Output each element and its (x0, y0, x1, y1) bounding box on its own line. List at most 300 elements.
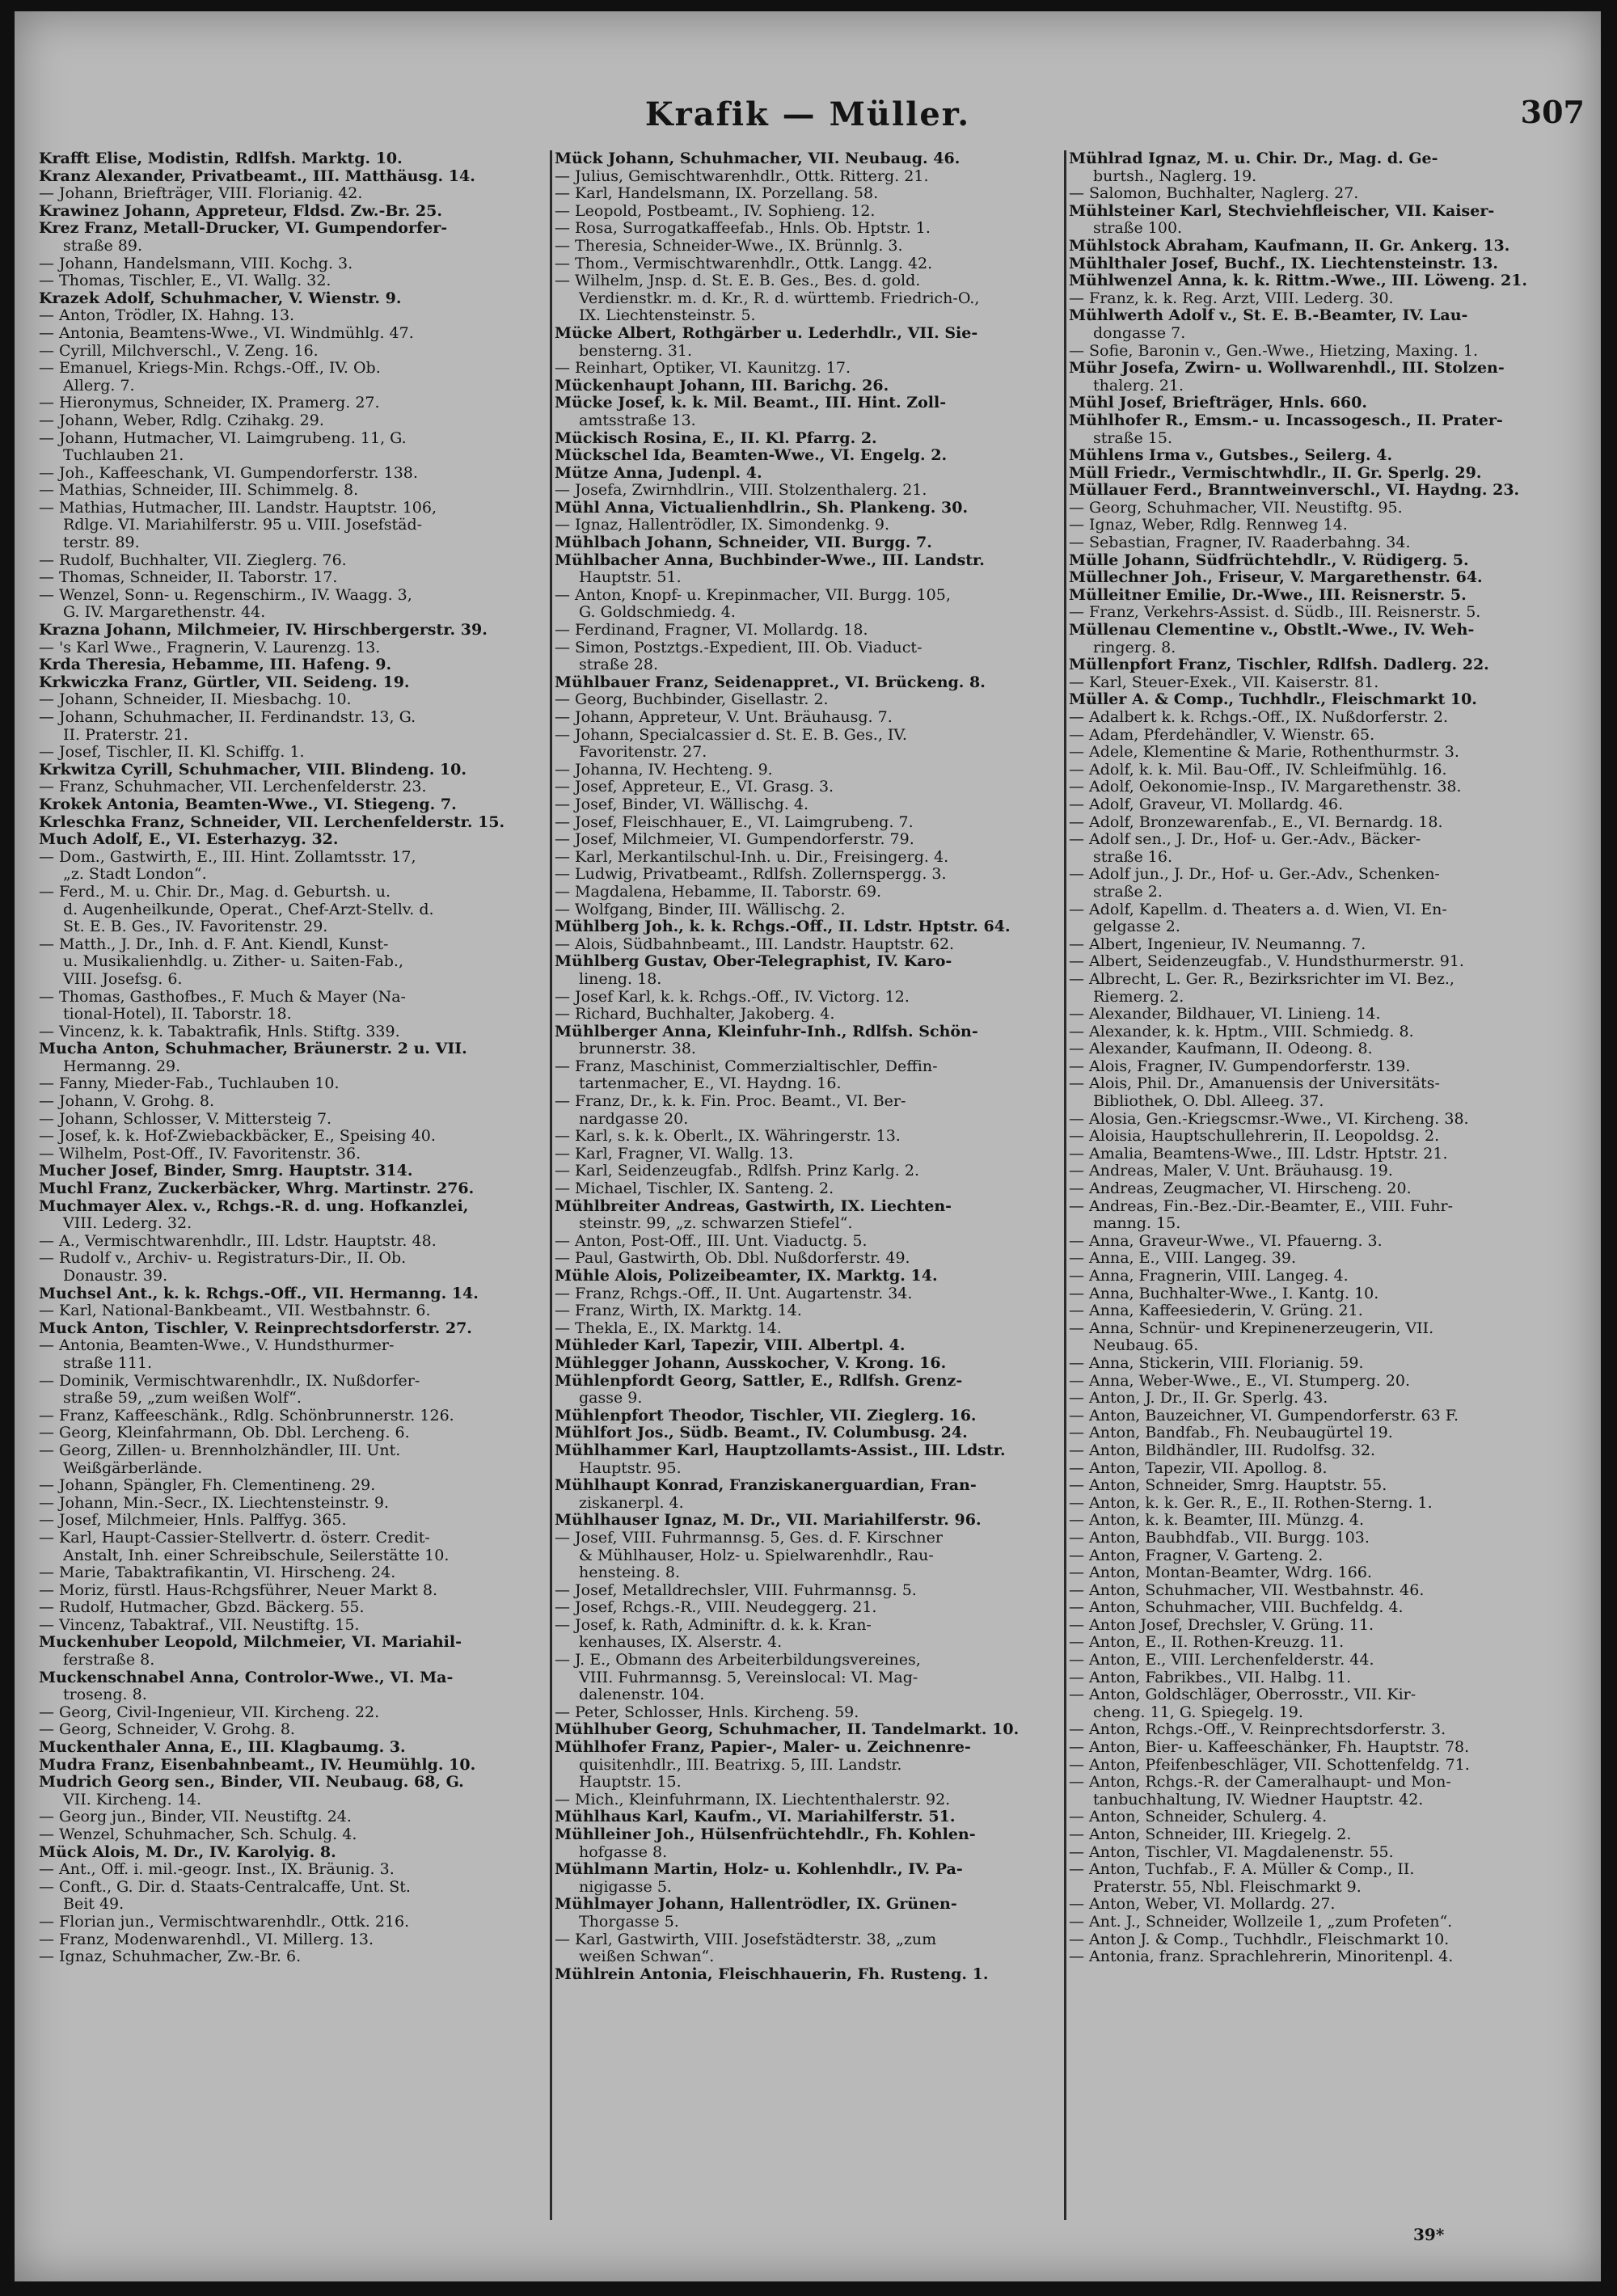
directory-entry: — Anton, Bier- u. Kaffeeschänker, Fh. Hauptstr. 78. (1069, 1739, 1470, 1757)
entry-continuation: IX. Liechtensteinstr. 5. (579, 307, 756, 325)
directory-entry: Mudra Franz, Eisenbahnbeamt., IV. Heumühlg. 10. (39, 1756, 476, 1774)
directory-entry: — Ignaz, Hallentrödler, IX. Simondenkg. 9. (555, 517, 890, 534)
entry-continuation: VII. Kircheng. 14. (63, 1791, 201, 1809)
directory-entry: — Johann, Schuhmacher, II. Ferdinandstr. 13, G. (39, 709, 416, 726)
directory-entry: Mühl Josef, Briefträger, Hnls. 660. (1069, 395, 1367, 412)
entry-continuation: VIII. Fuhrmannsg. 5, Vereinslocal: VI. Mag- (579, 1669, 918, 1686)
entry-continuation: Bibliothek, O. Dbl. Alleeg. 37. (1093, 1093, 1324, 1111)
directory-entry: — Alois, Phil. Dr., Amanuensis der Universitäts- (1069, 1075, 1440, 1093)
directory-entry: Müllauer Ferd., Branntweinverschl., VI. Haydng. 23. (1069, 482, 1520, 500)
directory-entry: Mück Alois, M. Dr., IV. Karolyig. 8. (39, 1843, 336, 1861)
directory-entry: — Anna, E., VIII. Langeg. 39. (1069, 1250, 1296, 1268)
entry-continuation: Anstalt, Inh. einer Schreibschule, Seilerstätte 10. (63, 1547, 450, 1564)
directory-entry: Mühlmann Martin, Holz- u. Kohlenhdlr., IV. Pa- (555, 1861, 963, 1879)
directory-entry: — Franz, Verkehrs-Assist. d. Südb., III. Reisnerstr. 5. (1069, 604, 1481, 622)
directory-entry: — Josefa, Zwirnhdlrin., VIII. Stolzenthalerg. 21. (555, 482, 927, 500)
column-middle (555, 150, 1069, 2220)
directory-entry: — Wenzel, Schuhmacher, Sch. Schulg. 4. (39, 1826, 357, 1843)
directory-entry: — Ferdinand, Fragner, VI. Mollardg. 18. (555, 622, 868, 639)
entry-continuation: Riemerg. 2. (1093, 988, 1184, 1006)
directory-entry: — Magdalena, Hebamme, II. Taborstr. 69. (555, 883, 882, 901)
directory-entry: — Georg jun., Binder, VII. Neustiftg. 24. (39, 1809, 352, 1826)
directory-entry: — Albert, Seidenzeugfab., V. Hundsthurmerstr. 91. (1069, 953, 1464, 971)
directory-entry: — Karl, Seidenzeugfab., Rdlfsh. Prinz Karlg. 2. (555, 1163, 919, 1180)
directory-entry: — Adele, Klementine & Marie, Rothenthurmstr. 3. (1069, 744, 1459, 762)
directory-entry: Müller A. & Comp., Tuchhdlr., Fleischmarkt 10. (1069, 691, 1477, 709)
directory-entry: — Reinhart, Optiker, VI. Kaunitzg. 17. (555, 360, 851, 378)
directory-entry: Mudrich Georg sen., Binder, VII. Neubaug. 68, G. (39, 1774, 464, 1792)
directory-entry: Mühlsteiner Karl, Stechviehfleischer, VII. Kaiser- (1069, 202, 1495, 220)
directory-entry: Mühlberg Gustav, Ober-Telegraphist, IV. Karo- (555, 953, 952, 971)
directory-entry: — Johann, Handelsmann, VIII. Kochg. 3. (39, 255, 353, 272)
directory-entry: Mühlleiner Joh., Hülsenfrüchtehdlr., Fh. Kohlen- (555, 1826, 976, 1843)
directory-entry: — Johann, Appreteur, V. Unt. Bräuhausg. 7. (555, 709, 893, 726)
directory-entry: — Dom., Gastwirth, E., III. Hint. Zollamtsstr. 17, (39, 848, 416, 866)
directory-entry: Muchl Franz, Zuckerbäcker, Whrg. Martinstr. 276. (39, 1180, 475, 1198)
directory-entry: — Alois, Südbahnbeamt., III. Landstr. Hauptstr. 62. (555, 935, 955, 953)
directory-entry: — Ant. J., Schneider, Wollzeile 1, „zum Profeten“. (1069, 1913, 1453, 1931)
column-divider (550, 150, 552, 2220)
directory-entry: Müllenau Clementine v., Obstlt.-Wwe., IV. Weh- (1069, 622, 1475, 639)
entry-continuation: straße 59, „zum weißen Wolf“. (63, 1390, 302, 1408)
directory-entry: — Wilhelm, Jnsp. d. St. E. B. Ges., Bes. d. gold. (555, 272, 921, 290)
directory-entry: — Josef, Fleischhauer, E., VI. Laimgrubeng. 7. (555, 813, 914, 831)
page-number: 307 (1520, 94, 1585, 130)
directory-entry: — Albrecht, L. Ger. R., Bezirksrichter im VI. Bez., (1069, 970, 1454, 988)
directory-entry: — Franz, Wirth, IX. Marktg. 14. (555, 1302, 802, 1320)
entry-continuation: Hauptstr. 15. (579, 1774, 682, 1792)
directory-entry: — Anton Josef, Drechsler, V. Grüng. 11. (1069, 1616, 1374, 1634)
directory-entry: Mühlbach Johann, Schneider, VII. Burgg. 7. (555, 534, 932, 552)
directory-entry: — Anton, Bandfab., Fh. Neubaugürtel 19. (1069, 1424, 1393, 1442)
directory-entry: Müllenpfort Franz, Tischler, Rdlfsh. Dadlerg. 22. (1069, 656, 1489, 674)
directory-entry: Mühlbacher Anna, Buchbinder-Wwe., III. Landstr. (555, 551, 985, 569)
directory-entry: Mühlrad Ignaz, M. u. Chir. Dr., Mag. d. Ge- (1069, 150, 1438, 167)
directory-entry: — Alexander, Kaufmann, II. Odeong. 8. (1069, 1040, 1373, 1058)
directory-entry: Muckenthaler Anna, E., III. Klagbaumg. 3. (39, 1739, 406, 1757)
directory-entry: Müllechner Joh., Friseur, V. Margarethenstr. 64. (1069, 569, 1483, 587)
directory-entry: — Emanuel, Kriegs-Min. Rchgs.-Off., IV. Ob. (39, 360, 381, 378)
entry-continuation: VIII. Lederg. 32. (63, 1215, 192, 1233)
entry-continuation: gasse 9. (579, 1390, 643, 1408)
directory-entry: — Johann, V. Grohg. 8. (39, 1093, 214, 1111)
directory-entry: — Alexander, k. k. Hptm., VIII. Schmiedg. 8. (1069, 1023, 1414, 1040)
directory-entry: Mückenhaupt Johann, III. Barichg. 26. (555, 377, 889, 395)
directory-entry: Much Adolf, E., VI. Esterhazyg. 32. (39, 831, 339, 849)
directory-entry: Krez Franz, Metall-Drucker, VI. Gumpendorfer- (39, 220, 448, 238)
entry-continuation: tartenmacher, E., VI. Haydng. 16. (579, 1075, 842, 1093)
directory-entry: Mühl Anna, Victualienhdlrin., Sh. Plankeng. 30. (555, 499, 969, 517)
directory-entry: Mühlbreiter Andreas, Gastwirth, IX. Liechten- (555, 1197, 952, 1215)
entry-continuation: Favoritenstr. 27. (579, 744, 707, 762)
entry-continuation: dongasse 7. (1093, 324, 1186, 342)
directory-entry: — Josef, Rchgs.-R., VIII. Neudeggerg. 21. (555, 1599, 877, 1617)
directory-entry: Mülleitner Emilie, Dr.-Wwe., III. Reisnerstr. 5. (1069, 586, 1467, 604)
directory-entry: Mück Johann, Schuhmacher, VII. Neubaug. 46. (555, 150, 960, 167)
directory-entry: — Karl, s. k. k. Oberlt., IX. Währingerstr. 13. (555, 1128, 901, 1146)
directory-entry: — Julius, Gemischtwarenhdlr., Ottk. Ritterg. 21. (555, 167, 929, 185)
directory-entry: — Franz, Modenwarenhdl., VI. Millerg. 13. (39, 1931, 374, 1948)
directory-entry: — Adam, Pferdehändler, V. Wienstr. 65. (1069, 726, 1375, 744)
directory-entry: — Anna, Stickerin, VIII. Florianig. 59. (1069, 1354, 1364, 1372)
directory-entry: — Johann, Spängler, Fh. Clementineng. 29. (39, 1477, 376, 1495)
directory-entry: — Anton, Post-Off., III. Unt. Viaductg. 5. (555, 1232, 868, 1250)
entry-continuation: ringerg. 8. (1093, 639, 1176, 656)
directory-entry: — Albert, Ingenieur, IV. Neumanng. 7. (1069, 935, 1366, 953)
directory-entry: — Marie, Tabaktrafikantin, VI. Hirscheng. 24. (39, 1564, 396, 1582)
directory-entry: — Salomon, Buchhalter, Naglerg. 27. (1069, 185, 1359, 203)
entry-continuation: Hermanng. 29. (63, 1057, 181, 1075)
directory-entry: — Anton, Goldschläger, Oberrosstr., VII. Kir- (1069, 1686, 1416, 1704)
directory-entry: — Adolf sen., J. Dr., Hof- u. Ger.-Adv., Bäcker- (1069, 831, 1421, 849)
directory-entry: Krawinez Johann, Appreteur, Fldsd. Zw.-Br. 25. (39, 202, 442, 220)
directory-entry: — Anton, Rchgs.-R. der Cameralhaupt- und Mon- (1069, 1774, 1451, 1792)
directory-entry: — Johann, Hutmacher, VI. Laimgrubeng. 11, G. (39, 429, 407, 447)
directory-entry: Muchsel Ant., k. k. Rchgs.-Off., VII. Hermanng. 14. (39, 1285, 479, 1302)
directory-entry: — Ant., Off. i. mil.-geogr. Inst., IX. Bräunig. 3. (39, 1861, 395, 1879)
entry-continuation: bensterng. 31. (579, 342, 693, 360)
directory-entry: — Anton, k. k. Beamter, III. Münzg. 4. (1069, 1512, 1364, 1530)
entry-continuation: cheng. 11, G. Spiegelg. 19. (1093, 1703, 1303, 1721)
directory-entry: — Adolf, Bronzewarenfab., E., VI. Bernardg. 18. (1069, 813, 1443, 831)
directory-entry: — Anna, Fragnerin, VIII. Langeg. 4. (1069, 1268, 1349, 1285)
directory-entry: Mühlberger Anna, Kleinfuhr-Inh., Rdlfsh. Schön- (555, 1023, 978, 1040)
directory-entry: — Joh., Kaffeeschank, VI. Gumpendorferstr. 138. (39, 464, 418, 482)
directory-entry: Mühlenpfort Theodor, Tischler, VII. Zieglerg. 16. (555, 1407, 977, 1424)
directory-entry: — Adolf jun., J. Dr., Hof- u. Ger.-Adv., Schenken- (1069, 866, 1440, 884)
directory-entry: Mühlfort Jos., Südb. Beamt., IV. Columbusg. 24. (555, 1424, 968, 1442)
directory-entry: — Alexander, Bildhauer, VI. Linieng. 14. (1069, 1006, 1381, 1023)
directory-entry: Mühlhuber Georg, Schuhmacher, II. Tandelmarkt. 10. (555, 1721, 1020, 1739)
entry-continuation: dalenenstr. 104. (579, 1686, 705, 1704)
directory-entry: — Johann, Schlosser, V. Mittersteig 7. (39, 1110, 332, 1128)
directory-entry: Mütze Anna, Judenpl. 4. (555, 464, 762, 482)
directory-entry: — Aloisia, Hauptschullehrerin, II. Leopoldsg. 2. (1069, 1128, 1440, 1146)
entry-continuation: straße 16. (1093, 848, 1172, 866)
entry-continuation: Hauptstr. 95. (579, 1459, 682, 1477)
directory-entry: Krleschka Franz, Schneider, VII. Lerchenfelderstr. 15. (39, 813, 505, 831)
directory-entry: — Anton, Knopf- u. Krepinmacher, VII. Burgg. 105, (555, 586, 951, 604)
directory-entry: Mucha Anton, Schuhmacher, Bräunerstr. 2 u. VII. (39, 1040, 467, 1058)
directory-entry: — Anton, Pfeifenbeschläger, VII. Schottenfeldg. 71. (1069, 1756, 1470, 1774)
directory-entry: — Michael, Tischler, IX. Santeng. 2. (555, 1180, 834, 1198)
directory-entry: — Josef, k. Rath, Adminiftr. d. k. k. Kran- (555, 1616, 872, 1634)
directory-entry: — Thekla, E., IX. Marktg. 14. (555, 1319, 782, 1337)
directory-entry: Mühlhaus Karl, Kaufm., VI. Mariahilferstr. 51. (555, 1809, 956, 1826)
directory-entry: — Anton J. & Comp., Tuchhdlr., Fleischmarkt 10. (1069, 1931, 1450, 1948)
directory-entry: — Anton, Schuhmacher, VIII. Buchfeldg. 4. (1069, 1599, 1404, 1617)
directory-entry: — Josef Karl, k. k. Rchgs.-Off., IV. Victorg. 12. (555, 988, 910, 1006)
directory-entry: — Ferd., M. u. Chir. Dr., Mag. d. Geburtsh. u. (39, 883, 391, 901)
directory-entry: — Anton, Schneider, Smrg. Hauptstr. 55. (1069, 1477, 1387, 1495)
entry-continuation: Thorgasse 5. (579, 1913, 679, 1931)
directory-entry: — Mathias, Hutmacher, III. Landstr. Hauptstr. 106, (39, 499, 437, 517)
directory-entry: — Josef, Metalldrechsler, VIII. Fuhrmannsg. 5. (555, 1581, 917, 1599)
directory-entry: Mühlstock Abraham, Kaufmann, II. Gr. Ankerg. 13. (1069, 237, 1510, 255)
entry-continuation: quisitenhdlr., III. Beatrixg. 5, III. Landstr. (579, 1756, 902, 1774)
directory-entry: Mühlrein Antonia, Fleischhauerin, Fh. Rusteng. 1. (555, 1965, 989, 1983)
entry-continuation: G. Goldschmiedg. 4. (579, 604, 736, 622)
entry-continuation: brunnerstr. 38. (579, 1040, 696, 1058)
entry-continuation: amtsstraße 13. (579, 412, 696, 429)
directory-entry: Mückschel Ida, Beamten-Wwe., VI. Engelg. 2. (555, 447, 948, 465)
directory-entry: — Anna, Weber-Wwe., E., VI. Stumperg. 20. (1069, 1372, 1411, 1390)
directory-entry: — Alois, Fragner, IV. Gumpendorferstr. 139. (1069, 1057, 1411, 1075)
entry-continuation: hensteing. 8. (579, 1564, 681, 1582)
directory-entry: — Franz, Maschinist, Commerzialtischler, Deffin- (555, 1057, 938, 1075)
directory-entry: Müll Friedr., Vermischtwhdlr., II. Gr. Sperlg. 29. (1069, 464, 1482, 482)
entry-continuation: Allerg. 7. (63, 377, 135, 395)
directory-entry: — Anna, Schnür- und Krepinenerzeugerin, VII. (1069, 1319, 1434, 1337)
directory-entry: Muchmayer Alex. v., Rchgs.-R. d. ung. Hofkanzlei, (39, 1197, 469, 1215)
directory-entry: — Josef, Milchmeier, VI. Gumpendorferstr. 79. (555, 831, 914, 849)
directory-entry: Muckenhuber Leopold, Milchmeier, VI. Mariahil- (39, 1634, 462, 1652)
entry-continuation: Neubaug. 65. (1093, 1337, 1199, 1355)
directory-entry: — Josef, VIII. Fuhrmannsg. 5, Ges. d. F. Kirschner (555, 1529, 943, 1547)
directory-entry: — Wolfgang, Binder, III. Wällischg. 2. (555, 901, 846, 918)
entry-continuation: „z. Stadt London“. (63, 866, 207, 884)
directory-entry: — Dominik, Vermischtwarenhdlr., IX. Nußdorfer- (39, 1372, 420, 1390)
directory-entry: — Wenzel, Sonn- u. Regenschirm., IV. Waagg. 3, (39, 586, 412, 604)
directory-entry: — Georg, Schneider, V. Grohg. 8. (39, 1721, 295, 1739)
directory-entry: — Simon, Postztgs.-Expedient, III. Ob. Viaduct- (555, 639, 922, 656)
column-left (39, 150, 553, 2220)
entry-continuation: lineng. 18. (579, 970, 662, 988)
entry-continuation: Tuchlauben 21. (63, 447, 184, 465)
directory-entry: Mühlhofer R., Emsm.- u. Incassogesch., II. Prater- (1069, 412, 1503, 429)
directory-entry: — Fanny, Mieder-Fab., Tuchlauben 10. (39, 1075, 340, 1093)
directory-entry: — Franz, k. k. Reg. Arzt, VIII. Lederg. 30. (1069, 289, 1394, 307)
directory-entry: — A., Vermischtwarenhdlr., III. Ldstr. Hauptstr. 48. (39, 1232, 437, 1250)
entry-continuation: straße 28. (579, 656, 658, 674)
entry-continuation: steinstr. 99, „z. schwarzen Stiefel“. (579, 1215, 853, 1233)
directory-entry: — Johann, Schneider, II. Miesbachg. 10. (39, 691, 352, 709)
directory-entry: — Johanna, IV. Hechteng. 9. (555, 761, 773, 779)
directory-entry: — Antonia, franz. Sprachlehrerin, Minoritenpl. 4. (1069, 1948, 1454, 1966)
directory-entry: — Leopold, Postbeamt., IV. Sophieng. 12. (555, 202, 876, 220)
directory-entry: Mühr Josefa, Zwirn- u. Wollwarenhdl., III. Stolzen- (1069, 360, 1505, 378)
entry-continuation: VIII. Josefsg. 6. (63, 970, 183, 988)
directory-entry: — Sofie, Baronin v., Gen.-Wwe., Hietzing, Maxing. 1. (1069, 342, 1478, 360)
directory-entry: — Peter, Schlosser, Hnls. Kircheng. 59. (555, 1703, 859, 1721)
directory-entry: — Josef, k. k. Hof-Zwiebackbäcker, E., Speising 40. (39, 1128, 436, 1146)
directory-entry: — Josef, Appreteur, E., VI. Grasg. 3. (555, 779, 834, 796)
directory-entry: — Anton, Trödler, IX. Hahng. 13. (39, 307, 295, 325)
directory-entry: — Wilhelm, Post-Off., IV. Favoritenstr. 36. (39, 1145, 361, 1163)
directory-entry: — Anna, Buchhalter-Wwe., I. Kantg. 10. (1069, 1285, 1379, 1302)
directory-entry: — Adolf, Oekonomie-Insp., IV. Margarethenstr. 38. (1069, 779, 1462, 796)
directory-entry: — Vincenz, k. k. Tabaktrafik, Hnls. Stiftg. 339. (39, 1023, 400, 1040)
entry-continuation: hofgasse 8. (579, 1843, 668, 1861)
directory-entry: — Karl, Merkantilschul-Inh. u. Dir., Freisingerg. 4. (555, 848, 949, 866)
directory-entry: Mülle Johann, Südfrüchtehdlr., V. Rüdigerg. 5. (1069, 551, 1469, 569)
entry-continuation: terstr. 89. (63, 534, 140, 552)
directory-entry: Mucher Josef, Binder, Smrg. Hauptstr. 314. (39, 1163, 413, 1180)
directory-entry: — J. E., Obmann des Arbeiterbildungsvereines, (555, 1652, 921, 1669)
directory-entry: Muckenschnabel Anna, Controlor-Wwe., VI. Ma- (39, 1669, 454, 1686)
column-divider (1064, 150, 1066, 2220)
directory-entry: — Theresia, Schneider-Wwe., IX. Brünnlg. 3. (555, 237, 903, 255)
page-header (15, 89, 1601, 137)
directory-entry: — Anton, E., VIII. Lerchenfelderstr. 44. (1069, 1652, 1374, 1669)
directory-entry: — Antonia, Beamtens-Wwe., VI. Windmühlg. 47. (39, 324, 414, 342)
directory-entry: Krazna Johann, Milchmeier, IV. Hirschbergerstr. 39. (39, 622, 488, 639)
directory-entry: — Anton, Bildhändler, III. Rudolfsg. 32. (1069, 1441, 1376, 1459)
directory-entry: Krafft Elise, Modistin, Rdlfsh. Marktg. 10. (39, 150, 403, 167)
directory-entry: Mühlwenzel Anna, k. k. Rittm.-Wwe., III. Löweng. 21. (1069, 272, 1528, 290)
directory-entry: — Anton, Schneider, III. Kriegelg. 2. (1069, 1826, 1352, 1843)
directory-entry: — Ludwig, Privatbeamt., Rdlfsh. Zollernspergg. 3. (555, 866, 947, 884)
directory-entry: — 's Karl Wwe., Fragnerin, V. Laurenzg. 13. (39, 639, 381, 656)
directory-entry: — Rosa, Surrogatkaffeefab., Hnls. Ob. Hptstr. 1. (555, 220, 931, 238)
entry-continuation: straße 111. (63, 1354, 153, 1372)
directory-entry: — Franz, Schuhmacher, VII. Lerchenfelderstr. 23. (39, 779, 427, 796)
directory-entry: Krazek Adolf, Schuhmacher, V. Wienstr. 9. (39, 289, 402, 307)
directory-entry: — Karl, Handelsmann, IX. Porzellang. 58. (555, 185, 879, 203)
directory-entry: — Adolf, Graveur, VI. Mollardg. 46. (1069, 796, 1344, 813)
directory-entry: — Matth., J. Dr., Inh. d. F. Ant. Kiendl, Kunst- (39, 935, 389, 953)
directory-entry: — Andreas, Zeugmacher, VI. Hirscheng. 20. (1069, 1180, 1412, 1198)
directory-entry: — Rudolf, Buchhalter, VII. Zieglerg. 76. (39, 551, 347, 569)
entry-continuation: tional-Hotel), II. Taborstr. 18. (63, 1006, 292, 1023)
directory-entry: Mühlenpfordt Georg, Sattler, E., Rdlfsh. Grenz- (555, 1372, 963, 1390)
directory-entry: — Thomas, Gasthofbes., F. Much & Mayer (Na- (39, 988, 406, 1006)
entry-continuation: u. Musikalienhdlg. u. Zither- u. Saiten-Fab., (63, 953, 404, 971)
directory-page (15, 11, 1601, 2281)
sheet-signature: 39* (1413, 2225, 1445, 2244)
directory-entry: — Georg, Civil-Ingenieur, VII. Kircheng. 22. (39, 1703, 380, 1721)
directory-entry: — Rudolf, Hutmacher, Gbzd. Bäckerg. 55. (39, 1599, 365, 1617)
directory-entry: — Vincenz, Tabaktraf., VII. Neustiftg. 15. (39, 1616, 360, 1634)
directory-entry: — Anton, Rchgs.-Off., V. Reinprechtsdorferstr. 3. (1069, 1721, 1446, 1739)
directory-entry: — Johann, Weber, Rdlg. Czihakg. 29. (39, 412, 324, 429)
directory-entry: Mühleder Karl, Tapezir, VIII. Albertpl. 4. (555, 1337, 906, 1355)
column-right (1069, 150, 1586, 2220)
directory-entry: — Anton, Tuchfab., F. A. Müller & Comp., II. (1069, 1861, 1415, 1879)
directory-entry: Mücke Albert, Rothgärber u. Lederhdlr., VII. Sie- (555, 324, 978, 342)
directory-entry: Krkwitza Cyrill, Schuhmacher, VIII. Blindeng. 10. (39, 761, 467, 779)
directory-entry: — Georg, Buchbinder, Gisellastr. 2. (555, 691, 829, 709)
directory-entry: — Florian jun., Vermischtwarenhdlr., Ottk. 216. (39, 1913, 410, 1931)
directory-entry: Krokek Antonia, Beamten-Wwe., VI. Stiegeng. 7. (39, 796, 457, 813)
entry-continuation: ziskanerpl. 4. (579, 1494, 684, 1512)
entry-continuation: & Mühlhauser, Holz- u. Spielwarenhdlr., Rau- (579, 1547, 934, 1564)
directory-entry: Mühlwerth Adolf v., St. E. B.-Beamter, IV. Lau- (1069, 307, 1468, 325)
entry-continuation: Weißgärberlände. (63, 1459, 203, 1477)
entry-continuation: straße 15. (1093, 429, 1172, 447)
directory-entry: Mühlbauer Franz, Seidenappret., VI. Brückeng. 8. (555, 673, 986, 691)
directory-entry: — Anton, Baubhdfab., VII. Burgg. 103. (1069, 1529, 1370, 1547)
directory-entry: Mühlhammer Karl, Hauptzollamts-Assist., III. Ldstr. (555, 1441, 1006, 1459)
directory-entry: Krkwiczka Franz, Gürtler, VII. Seideng. 19. (39, 673, 410, 691)
directory-entry: — Franz, Dr., k. k. Fin. Proc. Beamt., VI. Ber- (555, 1093, 906, 1111)
directory-entry: Mückisch Rosina, E., II. Kl. Pfarrg. 2. (555, 429, 877, 447)
directory-entry: — Anna, Graveur-Wwe., VI. Pfauerng. 3. (1069, 1232, 1383, 1250)
directory-entry: Kranz Alexander, Privatbeamt., III. Matthäusg. 14. (39, 167, 475, 185)
entry-continuation: Hauptstr. 51. (579, 569, 682, 587)
entry-continuation: troseng. 8. (63, 1686, 147, 1704)
directory-entry: — Johann, Briefträger, VIII. Florianig. 42. (39, 185, 363, 203)
entry-continuation: nigigasse 5. (579, 1878, 672, 1896)
entry-continuation: Beit 49. (63, 1896, 125, 1914)
directory-entry: — Paul, Gastwirth, Ob. Dbl. Nußdorferstr. 49. (555, 1250, 910, 1268)
directory-entry: Mühlhaupt Konrad, Franziskanerguardian, Fran- (555, 1477, 977, 1495)
directory-entry: — Anton, Schuhmacher, VII. Westbahnstr. 46. (1069, 1581, 1425, 1599)
directory-entry: — Thom., Vermischtwarenhdlr., Ottk. Langg. 42. (555, 255, 933, 272)
directory-entry: — Anton, Montan-Beamter, Wdrg. 166. (1069, 1564, 1372, 1582)
directory-entry: — Adolf, k. k. Mil. Bau-Off., IV. Schleifmühlg. 16. (1069, 761, 1447, 779)
directory-entry: — Karl, Steuer-Exek., VII. Kaiserstr. 81. (1069, 673, 1379, 691)
entry-continuation: Rdlge. VI. Mariahilferstr. 95 u. VIII. Josefstäd- (63, 517, 423, 534)
directory-entry: — Georg, Zillen- u. Brennholzhändler, III. Unt. (39, 1441, 401, 1459)
directory-entry: — Johann, Specialcassier d. St. E. B. Ges., IV. (555, 726, 907, 744)
entry-continuation: straße 100. (1093, 220, 1183, 238)
entry-continuation: manng. 15. (1093, 1215, 1181, 1233)
directory-entry: — Karl, National-Bankbeamt., VII. Westbahnstr. 6. (39, 1302, 431, 1320)
directory-entry: — Adalbert k. k. Rchgs.-Off., IX. Nußdorferstr. 2. (1069, 709, 1449, 726)
directory-entry: — Josef, Milchmeier, Hnls. Palffyg. 365. (39, 1512, 347, 1530)
directory-entry: — Johann, Min.-Secr., IX. Liechtensteinstr. 9. (39, 1494, 390, 1512)
entry-continuation: straße 2. (1093, 883, 1163, 901)
directory-entry: Mühlhauser Ignaz, M. Dr., VII. Mariahilferstr. 96. (555, 1512, 982, 1530)
running-title: Krafik — Müller. (644, 95, 971, 133)
directory-entry: Mühlegger Johann, Ausskocher, V. Krong. 16. (555, 1354, 947, 1372)
directory-entry: Mühlthaler Josef, Buchf., IX. Liechtensteinstr. 13. (1069, 255, 1498, 272)
directory-entry: — Andreas, Fin.-Bez.-Dir.-Beamter, E., VIII. Fuhr- (1069, 1197, 1454, 1215)
directory-entry: — Anton, Weber, VI. Mollardg. 27. (1069, 1896, 1336, 1914)
directory-entry: — Moriz, fürstl. Haus-Rchgsführer, Neuer Markt 8. (39, 1581, 438, 1599)
directory-entry: — Georg, Kleinfahrmann, Ob. Dbl. Lercheng. 6. (39, 1424, 410, 1442)
directory-entry: — Anton, E., II. Rothen-Kreuzg. 11. (1069, 1634, 1345, 1652)
entry-continuation: G. IV. Margarethenstr. 44. (63, 604, 266, 622)
directory-entry: — Anton, k. k. Ger. R., E., II. Rothen-Sterng. 1. (1069, 1494, 1433, 1512)
directory-entry: — Anna, Kaffeesiederin, V. Grüng. 21. (1069, 1302, 1363, 1320)
directory-entry: — Amalia, Beamtens-Wwe., III. Ldstr. Hptstr. 21. (1069, 1145, 1448, 1163)
directory-entry: — Anton, Schneider, Schulerg. 4. (1069, 1809, 1328, 1826)
directory-entry: — Ignaz, Schuhmacher, Zw.-Br. 6. (39, 1948, 302, 1966)
entry-continuation: tanbuchhaltung, IV. Wiedner Hauptstr. 42. (1093, 1791, 1424, 1809)
entry-continuation: II. Praterstr. 21. (63, 726, 188, 744)
directory-entry: — Cyrill, Milchverschl., V. Zeng. 16. (39, 342, 319, 360)
directory-entry: — Franz, Rchgs.-Off., II. Unt. Augartenstr. 34. (555, 1285, 913, 1302)
directory-entry: — Anton, Bauzeichner, VI. Gumpendorferstr. 63 F. (1069, 1407, 1459, 1424)
directory-entry: — Mathias, Schneider, III. Schimmelg. 8. (39, 482, 359, 500)
entry-continuation: burtsh., Naglerg. 19. (1093, 167, 1257, 185)
entry-continuation: gelgasse 2. (1093, 918, 1180, 936)
entry-continuation: Praterstr. 55, Nbl. Fleischmarkt 9. (1093, 1878, 1362, 1896)
directory-entry: — Ignaz, Weber, Rdlg. Rennweg 14. (1069, 517, 1348, 534)
directory-entry: — Antonia, Beamten-Wwe., V. Hundsthurmer- (39, 1337, 395, 1355)
entry-continuation: nardgasse 20. (579, 1110, 689, 1128)
entry-continuation: straße 89. (63, 237, 142, 255)
entry-continuation: ferstraße 8. (63, 1652, 155, 1669)
directory-entry: — Hieronymus, Schneider, IX. Pramerg. 27. (39, 395, 380, 412)
directory-entry: Mühlmayer Johann, Hallentrödler, IX. Grünen- (555, 1896, 957, 1914)
directory-entry: Mücke Josef, k. k. Mil. Beamt., III. Hint. Zoll- (555, 395, 947, 412)
directory-entry: Muck Anton, Tischler, V. Reinprechtsdorferstr. 27. (39, 1319, 472, 1337)
entry-continuation: d. Augenheilkunde, Operat., Chef-Arzt-Stellv. d. (63, 901, 434, 918)
directory-entry: Krda Theresia, Hebamme, III. Hafeng. 9. (39, 656, 392, 674)
directory-entry: — Richard, Buchhalter, Jakoberg. 4. (555, 1006, 835, 1023)
directory-entry: — Karl, Fragner, VI. Wallg. 13. (555, 1145, 794, 1163)
entry-continuation: St. E. B. Ges., IV. Favoritenstr. 29. (63, 918, 328, 936)
directory-entry: — Thomas, Schneider, II. Taborstr. 17. (39, 569, 338, 587)
entry-continuation: Donaustr. 39. (63, 1268, 168, 1285)
directory-entry: — Anton, Tischler, VI. Magdalenenstr. 55. (1069, 1843, 1394, 1861)
directory-entry: Mühlhofer Franz, Papier-, Maler- u. Zeichnenre- (555, 1739, 971, 1757)
directory-entry: Mühlberg Joh., k. k. Rchgs.-Off., II. Ldstr. Hptstr. 64. (555, 918, 1011, 936)
directory-entry: — Georg, Schuhmacher, VII. Neustiftg. 95. (1069, 499, 1403, 517)
